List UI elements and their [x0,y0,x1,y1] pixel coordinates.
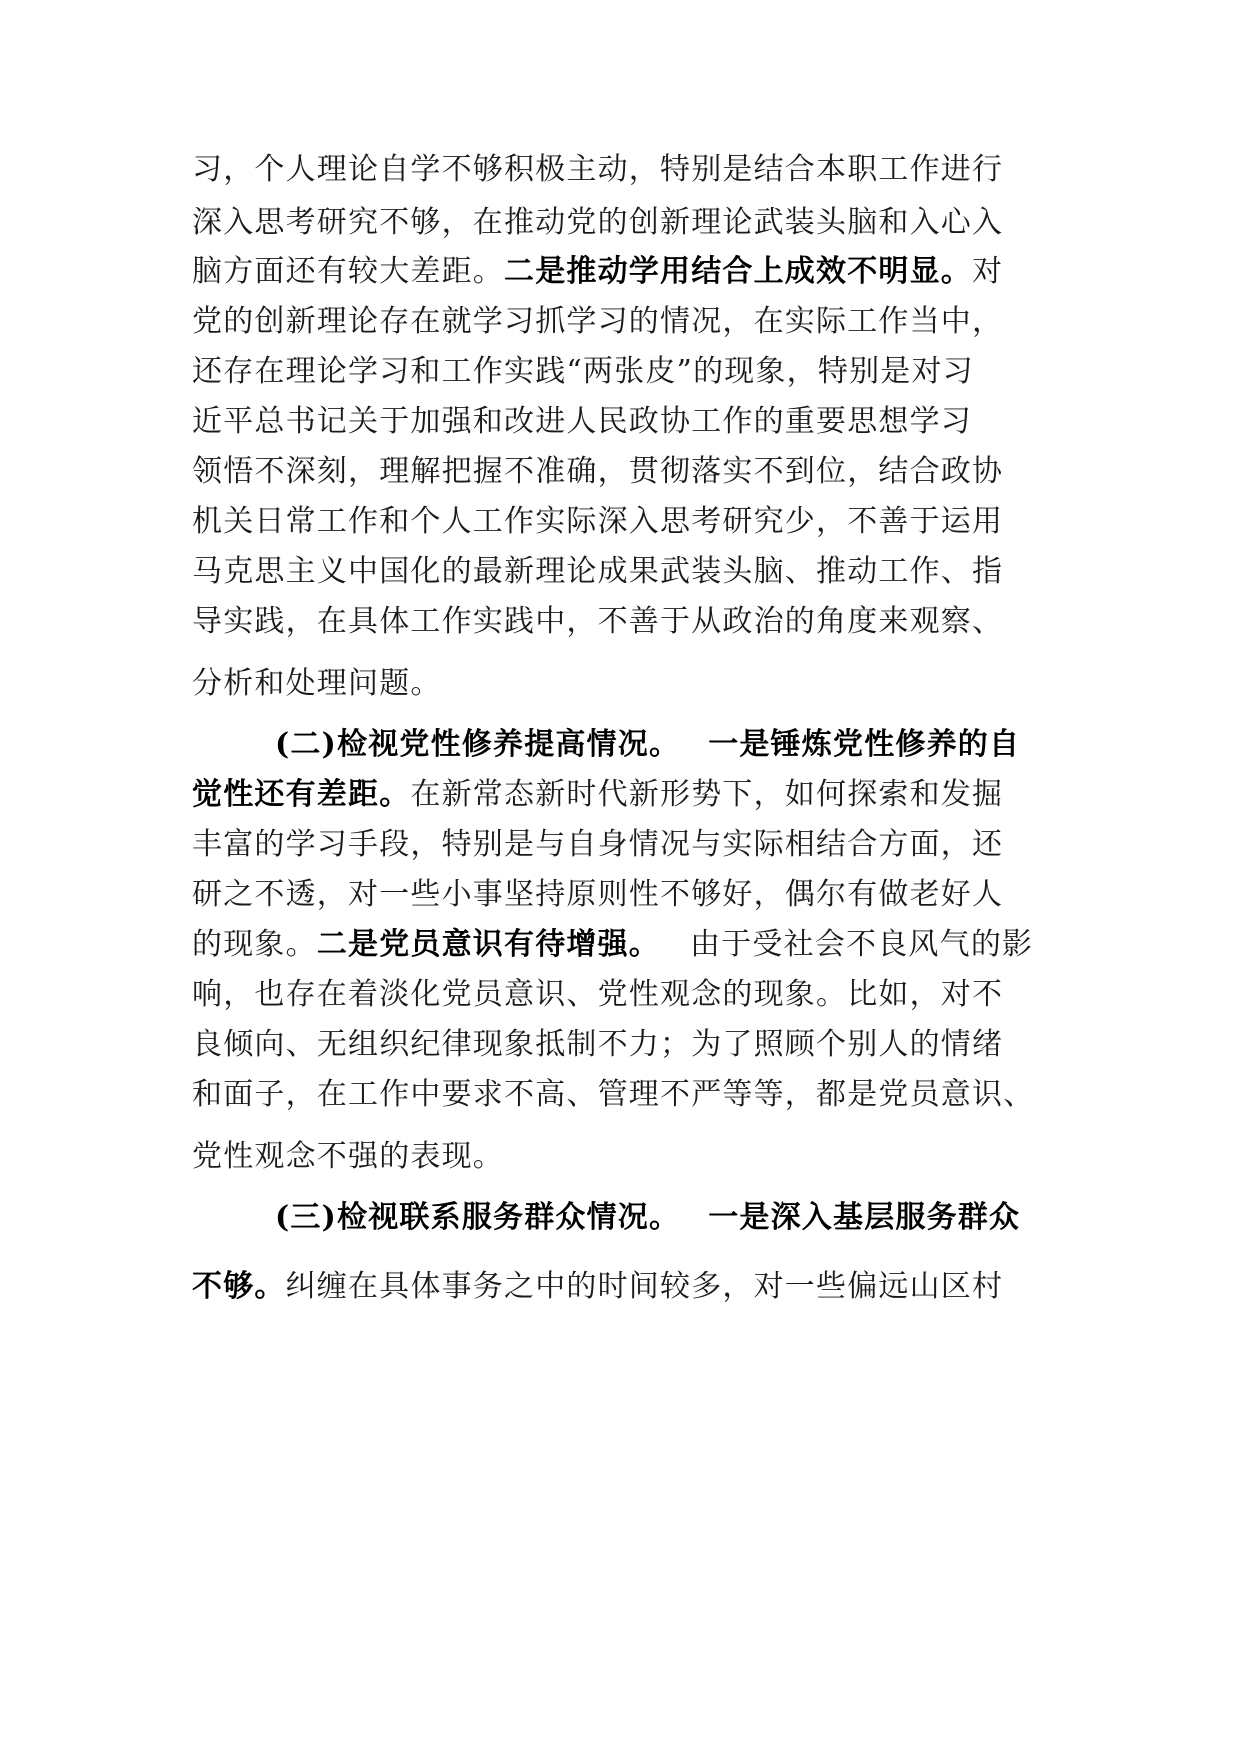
text-run: 丰富的学习手段，特别是与自身情况与实际相结合方面，还 [192,827,1004,862]
text-run: 深入思考研究不够，在推动党的创新理论武装头脑和入心入 [192,205,1004,240]
paragraph-line [192,352,974,392]
paragraph-line [192,1137,504,1177]
paragraph-line [192,664,442,704]
section-heading: (三)检视联系服务群众情况。 [275,1200,681,1235]
bold-heading-text: 二是党员意识有待增强。 [316,927,661,962]
text-run: 纠缠在具体事务之中的时间较多，对一些偏远山区村 [285,1269,1004,1304]
section-heading-line [275,725,1020,765]
text-run: 导实践，在具体工作实践中，不善于从政治的角度来观察、 [192,604,1004,639]
text-run: 马克思主义中国化的最新理论成果武装头脑、推动工作、指 [192,554,1004,589]
section-heading-line [275,1198,1020,1238]
paragraph-line [192,1025,1003,1065]
text-run: 和面子，在工作中要求不高、管理不严等等，都是党员意识、 [192,1077,1035,1112]
paragraph-line [192,452,1003,492]
paragraph-line [192,203,1003,243]
paragraph-line [192,302,1003,342]
text-run: 分析和处理问题。 [192,666,442,701]
paragraph-line [192,602,1003,642]
paragraph-line [192,1267,1003,1307]
paragraph-line [192,1075,1034,1115]
text-run: 领悟不深刻，理解把握不准确，贯彻落实不到位，结合政协 [192,454,1004,489]
text-run: 习，个人理论自学不够积极主动，特别是结合本职工作进行 [192,152,1004,187]
text-run: 良倾向、无组织纪律现象抵制不力；为了照顾个别人的情绪 [192,1027,1004,1062]
text-run: 在新常态新时代新形势下，如何探索和发掘 [410,777,1004,812]
bold-heading-text: 一是锤炼党性修养的自 [708,727,1021,762]
bold-heading-text: 二是推动学用结合上成效不明显。 [504,254,972,289]
paragraph-line [192,552,1003,592]
paragraph-line [192,875,1003,915]
bold-heading-text: 觉性还有差距。 [192,777,411,812]
paragraph-line [192,975,1003,1015]
paragraph-line [192,775,1003,815]
text-run: 还存在理论学习和工作实践“两张皮”的现象，特别是对习 [192,354,974,389]
text-run: 党的创新理论存在就学习抓学习的情况，在实际工作当中， [192,304,1004,339]
paragraph-line [192,402,972,442]
text-run: 脑方面还有较大差距。 [192,254,504,289]
paragraph-line [192,825,1003,865]
paragraph-line [192,925,1033,965]
paragraph-line [192,252,1003,292]
bold-heading-text: 一是深入基层服务群众 [708,1200,1021,1235]
paragraph-line [192,150,1003,190]
text-run: 近平总书记关于加强和改进人民政协工作的重要思想学习 [192,404,972,439]
text-run: 的现象。 [192,927,317,962]
text-run: 机关日常工作和个人工作实际深入思考研究少，不善于运用 [192,504,1004,539]
text-run: 响，也存在着淡化党员意识、党性观念的现象。比如，对不 [192,977,1004,1012]
text-run: 对 [972,254,1004,289]
text-run: 研之不透，对一些小事坚持原则性不够好，偶尔有做老好人 [192,877,1004,912]
bold-heading-text: 不够。 [192,1269,286,1304]
section-heading: (二)检视党性修养提高情况。 [275,727,681,762]
text-run: 党性观念不强的表现。 [192,1139,504,1174]
paragraph-line [192,502,1003,542]
text-run: 由于受社会不良风气的影 [690,927,1034,962]
